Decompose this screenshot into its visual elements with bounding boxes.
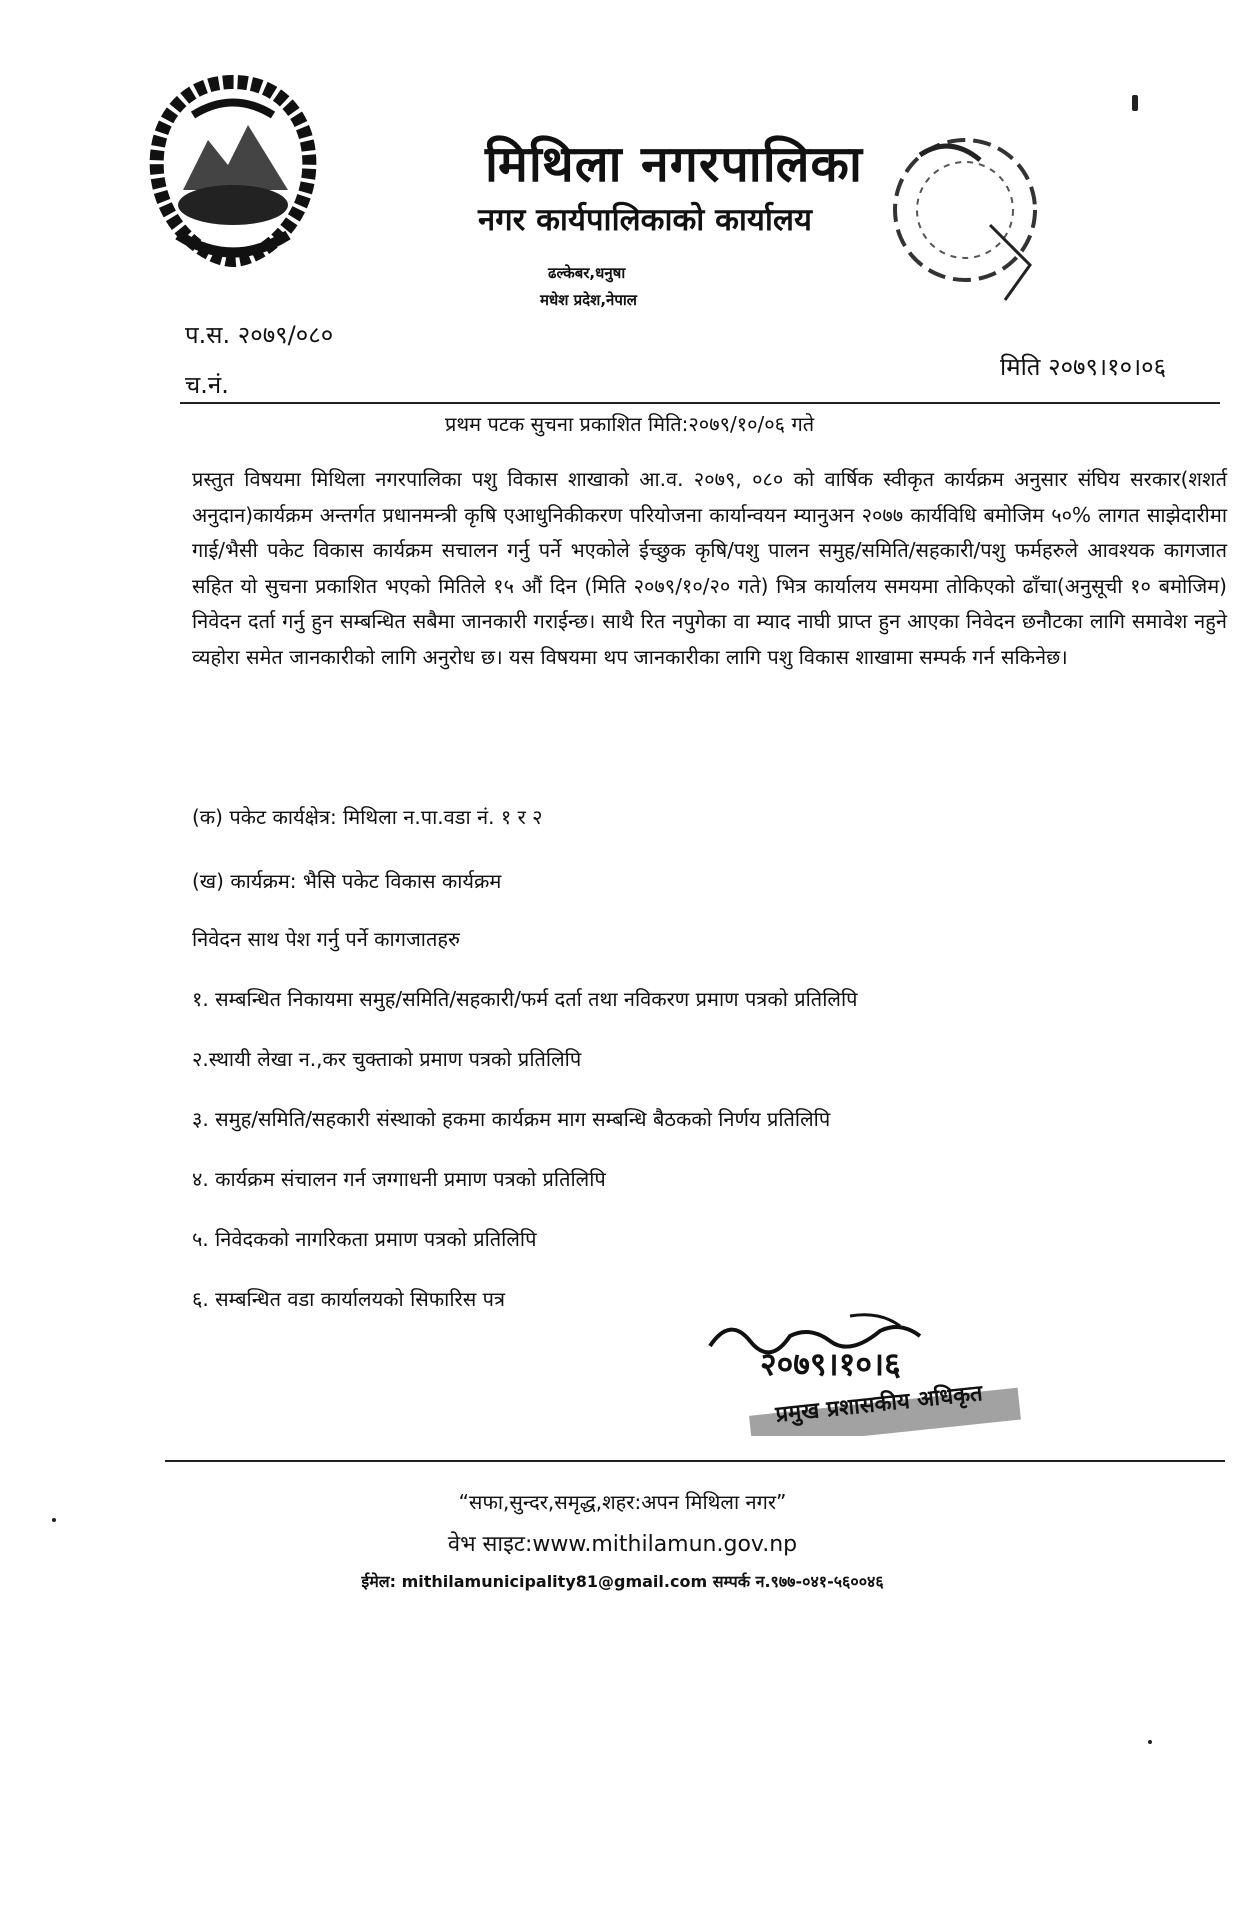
ink-mark [1132, 95, 1138, 111]
designation-stamp: प्रमुख प्रशासकीय अधिकृत [774, 1381, 984, 1428]
document-item: २.स्थायी लेखा न.,कर चुक्ताको प्रमाण पत्रको प्रतिलिपि [192, 1047, 582, 1071]
notice-heading: प्रथम पटक सुचना प्रकाशित मिति:२०७९/१०/०६ गते [445, 412, 815, 436]
reference-ps: प.स. २०७९/०८० [185, 321, 334, 349]
document-item: ६. सम्बन्धित वडा कार्यालयको सिफारिस पत्र [192, 1287, 506, 1311]
document-item: ४. कार्यक्रम संचालन गर्न जग्गाधनी प्रमाण पत्रको प्रतिलिपि [192, 1167, 606, 1191]
signature-date: २०७९।१०।६ [760, 1345, 901, 1383]
nepal-emblem-icon [138, 70, 328, 270]
scan-speck [1148, 1740, 1152, 1744]
detail-ka: (क) पकेट कार्यक्षेत्र: मिथिला न.पा.वडा नं. १ र २ [192, 805, 543, 829]
letter-date: मिति २०७९।१०।०६ [1000, 353, 1167, 381]
org-name: मिथिला नगरपालिका [485, 135, 863, 193]
header-divider [180, 402, 1220, 404]
reference-cn: च.नं. [185, 371, 229, 399]
address-line-2: मधेश प्रदेश,नेपाल [540, 291, 637, 309]
documents-heading: निवेदन साथ पेश गर्नु पर्ने कागजातहरु [192, 927, 460, 951]
footer-divider [165, 1460, 1225, 1462]
office-seal-stamp-icon [880, 115, 1050, 315]
detail-kha: (ख) कार्यक्रम: भैसि पकेट विकास कार्यक्रम [192, 869, 502, 893]
footer-website: वेभ साइट:www.mithilamun.gov.np [447, 1532, 798, 1557]
document-item: १. सम्बन्धित निकायमा समुह/समिति/सहकारी/फर्म दर्ता तथा नविकरण प्रमाण पत्रको प्रतिलिपि [192, 987, 858, 1011]
address-line-1: ढल्केबर,धनुषा [548, 264, 626, 282]
office-name: नगर कार्यपालिकाको कार्यालय [478, 202, 812, 238]
scan-speck [52, 1518, 56, 1522]
footer-email-contact: ईमेल: mithilamunicipality81@gmail.com सम्पर्क न.९७७-०४१-५६००४६ [361, 1572, 884, 1591]
document-item: ३. समुह/समिति/सहकारी संस्थाको हकमा कार्यक्रम माग सम्बन्धि बैठकको निर्णय प्रतिलिपि [192, 1107, 831, 1131]
footer-slogan: “सफा,सुन्दर,समृद्ध,शहर:अपन मिथिला नगर” [458, 1490, 787, 1514]
document-item: ५. निवेदकको नागरिकता प्रमाण पत्रको प्रतिलिपि [192, 1227, 537, 1251]
notice-body: प्रस्तुत विषयमा मिथिला नगरपालिका पशु विकास शाखाको आ.व. २०७९, ०८० को वार्षिक स्वीकृत कार्यक्रम अनुसार संघिय सरकार(शशर्त अनुदान)कार्यक्रम अन्तर्गत प्रधानमन्त्री कृषि एआधुनिकीकरण परियोजना कार्यान्वयन म्यानुअन २०७७ कार्यविधि बमोजिम ५०% लागत साझेदारीमा गाई/भैसी पकेट विकास कार्यक्रम सचालन गर्नु पर्ने भएकोले ईच्छुक कृषि/पशु पालन समुह/समिति/सहकारी/पशु फर्महरुले आवश्यक कागजात सहित यो सुचना प्रकाशित भएको मितिले १५ औं दिन (मिति २०७९/१०/२० गते) भित्र कार्यालय समयमा तोकिएको ढाँचा(अनुसूची १० बमोजिम) निवेदन दर्ता गर्नु हुन सम्बन्धित सबैमा जानकारी गराईन्छ। साथै रित नपुगेका वा म्याद नाघी प्राप्त हुन आएका निवेदन छनौटका लागि समावेश नहुने व्यहोरा समेत जानकारीको लागि अनुरोध छ। यस विषयमा थप जानकारीका लागि पशु विकास शाखामा सम्पर्क गर्न सकिनेछ। [192, 467, 1227, 669]
